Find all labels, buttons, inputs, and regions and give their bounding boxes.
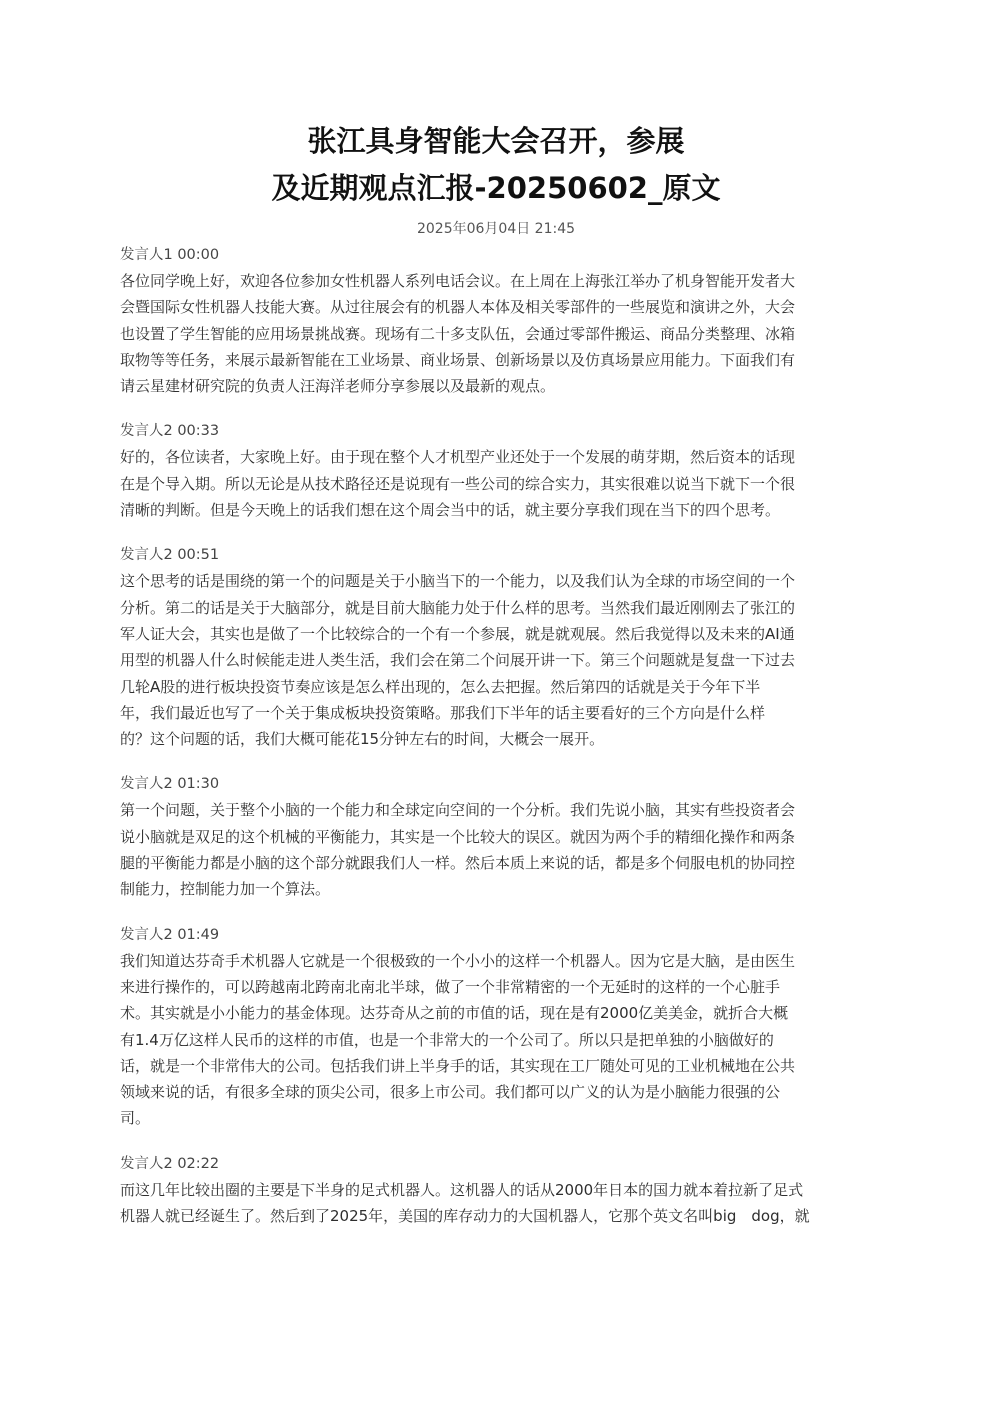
- transcript-line: 说小脑就是双足的这个机械的平衡能力，其实是一个比较大的误区。就因为两个手的精细化操作和两条: [120, 827, 796, 846]
- transcript-line: 清晰的判断。但是今天晚上的话我们想在这个周会当中的话，就主要分享我们现在当下的四个思考。: [120, 501, 781, 520]
- transcript-line: 腿的平衡能力都是小脑的这个部分就跟我们人一样。然后本质上来说的话，都是多个伺服电机的协同控: [120, 854, 796, 873]
- transcript-line: 也设置了学生智能的应用场景挑战赛。现场有二十多支队伍，会通过零部件搬运、商品分类整理、冰箱: [120, 324, 796, 343]
- transcript-line: 取物等等任务，来展示最新智能在工业场景、商业场景、创新场景以及仿真场景应用能力。下面我们有: [120, 350, 796, 369]
- transcript-line: 的？这个问题的话，我们大概可能花15分钟左右的时间，大概会一展开。: [120, 730, 605, 749]
- transcript-section: [120, 1152, 872, 1230]
- transcript-line: 领域来说的话，有很多全球的顶尖公司，很多上市公司。我们都可以广义的认为是小脑能力很强的公: [120, 1083, 781, 1102]
- transcript-line: 年，我们最近也写了一个关于集成板块投资策略。那我们下半年的话主要看好的三个方向是什么样: [120, 703, 766, 722]
- speaker-label: 发言人2 00:33: [120, 423, 220, 440]
- transcript-line: 会暨国际女性机器人技能大赛。从过往展会有的机器人本体及相关零部件的一些展览和演讲之外，大会: [120, 298, 796, 317]
- transcript-line: 司。: [120, 1109, 151, 1128]
- speaker-label: 发言人2 01:49: [120, 926, 220, 943]
- transcript-line: 请云星建材研究院的负责人汪海洋老师分享参展以及最新的观点。: [120, 377, 556, 396]
- transcript-line: 军人证大会，其实也是做了一个比较综合的一个有一个参展，就是就观展。然后我觉得以及未来的AI通: [120, 624, 795, 643]
- transcript-line: 机器人就已经诞生了。然后到了2025年，美国的库存动力的大国机器人，它那个英文名叫big dog，就: [120, 1207, 810, 1226]
- document-title-line2: 及近期观点汇报-20250602_原文: [271, 171, 721, 205]
- transcript-line: 各位同学晚上好，欢迎各位参加女性机器人系列电话会议。在上周在上海张江举办了机身智能开发者大: [120, 272, 796, 290]
- transcript-section: [120, 923, 872, 1132]
- transcript-section: [120, 419, 872, 523]
- transcript-section: [120, 243, 872, 399]
- speaker-label: 发言人2 01:30: [120, 776, 220, 793]
- speaker-label: 发言人1 00:00: [120, 247, 220, 263]
- transcript-line: 几轮A股的进行板块投资节奏应该是怎么样出现的，怎么去把握。然后第四的话就是关于今年下半: [120, 677, 761, 696]
- speaker-label: 发言人2 02:22: [120, 1155, 220, 1172]
- speaker-label: 发言人2 00:51: [120, 547, 220, 564]
- transcript-line: 我们知道达芬奇手术机器人它就是一个很极致的一个小小的这样一个机器人。因为它是大脑，是由医生: [120, 951, 796, 970]
- transcript-line: 好的，各位读者，大家晚上好。由于现在整个人才机型产业还处于一个发展的萌芽期，然后资本的话现: [120, 448, 796, 467]
- transcript-line: 来进行操作的，可以跨越南北跨南北南北半球，做了一个非常精密的一个无延时的这样的一个心脏手: [120, 977, 781, 996]
- document-date: 2025年06月04日 21:45: [416, 221, 576, 237]
- transcript-section: [120, 772, 872, 902]
- transcript-body: [120, 243, 872, 1249]
- transcript-line: 这个思考的话是围绕的第一个的问题是关于小脑当下的一个能力，以及我们认为全球的市场空间的一个: [120, 572, 796, 591]
- transcript-line: 而这几年比较出圈的主要是下半身的足式机器人。这机器人的话从2000年日本的国力就本着拉新了足式: [120, 1180, 804, 1199]
- transcript-line: 有1.4万亿这样人民币的这样的市值，也是一个非常大的一个公司了。所以只是把单独的小脑做好的: [120, 1030, 774, 1049]
- transcript-line: 分析。第二的话是关于大脑部分，就是目前大脑能力处于什么样的思考。当然我们最近刚刚去了张江的: [120, 598, 796, 617]
- transcript-line: 制能力，控制能力加一个算法。: [120, 880, 331, 899]
- transcript-line: 用型的机器人什么时候能走进人类生活，我们会在第二个问展开讲一下。第三个问题就是复盘一下过去: [120, 651, 796, 670]
- transcript-line: 第一个问题，关于整个小脑的一个能力和全球定向空间的一个分析。我们先说小脑，其实有些投资者会: [120, 801, 796, 820]
- transcript-line: 术。其实就是小小能力的基金体现。达芬奇从之前的市值的话，现在是有2000亿美美金，就折合大概: [120, 1004, 789, 1023]
- transcript-line: 话，就是一个非常伟大的公司。包括我们讲上半身手的话，其实现在工厂随处可见的工业机械地在公共: [120, 1056, 796, 1075]
- transcript-section: [120, 543, 872, 752]
- document-title-line1: 张江具身智能大会召开，参展: [307, 124, 685, 158]
- transcript-line: 在是个导入期。所以无论是从技术路径还是说现有一些公司的综合实力，其实很难以说当下就下一个很: [120, 474, 796, 493]
